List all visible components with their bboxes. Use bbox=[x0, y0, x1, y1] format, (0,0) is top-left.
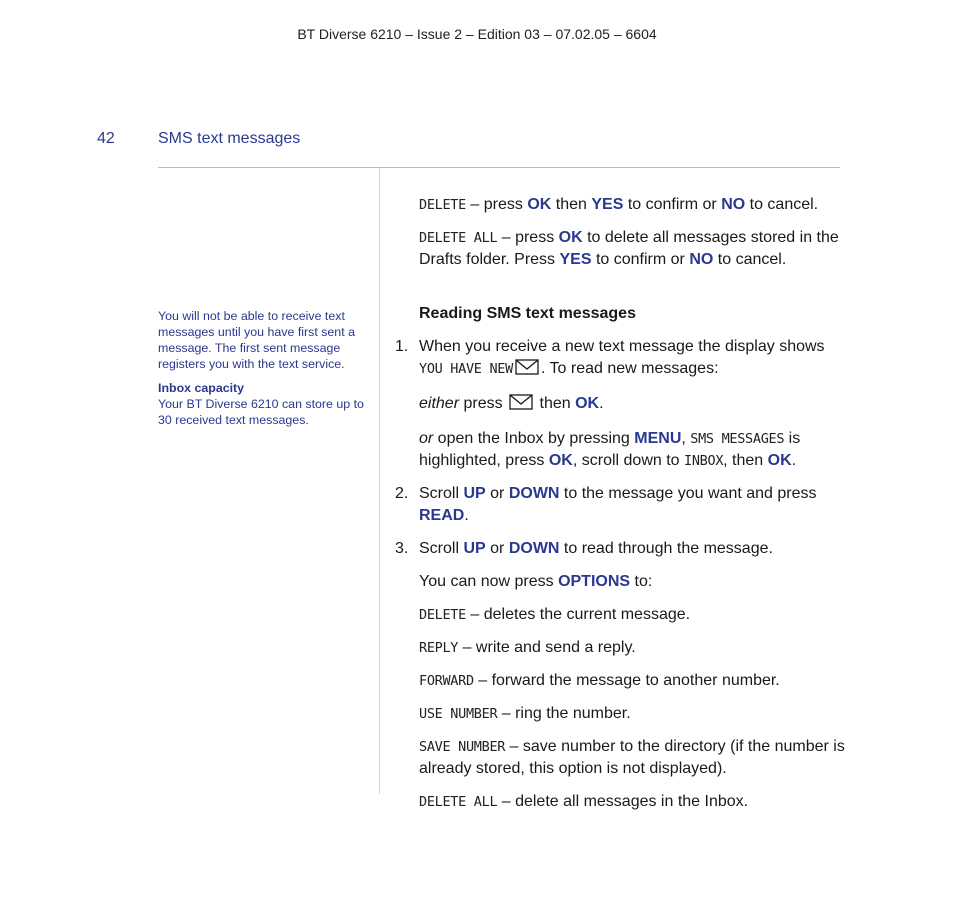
text: – press bbox=[465, 196, 528, 213]
key-label: OK bbox=[575, 395, 600, 412]
text: Scroll bbox=[419, 485, 464, 502]
text: to read through the message. bbox=[559, 540, 773, 557]
document-header: BT Diverse 6210 – Issue 2 – Edition 03 – 07.02.05 – 6604 bbox=[297, 26, 657, 42]
key-label: OK bbox=[548, 452, 573, 469]
text: , then bbox=[723, 452, 768, 469]
options-intro bbox=[419, 571, 849, 593]
text: – write and send a reply. bbox=[458, 639, 636, 656]
envelope-icon bbox=[515, 359, 539, 382]
text: . To read new messages: bbox=[540, 360, 719, 377]
option-save-number bbox=[419, 736, 849, 780]
step-1 bbox=[395, 336, 849, 382]
lcd-text: SAVE NUMBER bbox=[419, 739, 506, 755]
key-label: OK bbox=[558, 229, 583, 246]
text: , bbox=[681, 430, 691, 447]
text: – forward the message to another number. bbox=[473, 672, 780, 689]
text: , scroll down to bbox=[572, 452, 685, 469]
key-label: YES bbox=[559, 251, 592, 268]
key-label: DOWN bbox=[508, 540, 560, 557]
lcd-text: DELETE bbox=[419, 607, 466, 623]
text: – delete all messages in the Inbox. bbox=[497, 793, 749, 810]
sidebar-inbox-text: Your BT Diverse 6210 can store up to 30 received text messages. bbox=[158, 397, 364, 427]
step-number: 1. bbox=[395, 338, 409, 355]
key-label: MENU bbox=[634, 430, 682, 447]
text: to the message you want and press bbox=[559, 485, 817, 502]
text: – save number to the directory (if the number is already stored, this option is not displayed). bbox=[419, 738, 845, 777]
key-label: NO bbox=[689, 251, 714, 268]
text: Scroll bbox=[419, 540, 464, 557]
sidebar-note: You will not be able to receive text messages until you have first sent a message. The first sent message registers you with the text service. bbox=[158, 309, 355, 371]
step-2 bbox=[395, 483, 849, 527]
text: . bbox=[791, 452, 797, 469]
text: – deletes the current message. bbox=[465, 606, 691, 623]
lcd-text: REPLY bbox=[419, 640, 459, 656]
text: to: bbox=[630, 573, 653, 590]
lcd-text: YOU HAVE NEW bbox=[419, 361, 513, 377]
lcd-text: USE NUMBER bbox=[419, 706, 498, 722]
sidebar-heading-inbox-capacity: Inbox capacity bbox=[158, 381, 245, 395]
key-label: UP bbox=[463, 485, 486, 502]
text: to cancel. bbox=[713, 251, 787, 268]
column-divider bbox=[379, 168, 380, 794]
lcd-text: SMS MESSAGES bbox=[690, 431, 785, 447]
text: . bbox=[599, 395, 604, 412]
option-use-number bbox=[419, 703, 849, 725]
key-label: READ bbox=[419, 507, 465, 524]
sidebar-notes bbox=[158, 308, 366, 436]
step-1-either bbox=[419, 393, 849, 417]
lcd-text: DELETE bbox=[419, 197, 466, 213]
lcd-text: INBOX bbox=[684, 453, 724, 469]
step-number: 2. bbox=[395, 485, 409, 502]
text: or bbox=[485, 485, 509, 502]
lcd-text: DELETE ALL bbox=[419, 230, 498, 246]
text: then bbox=[551, 196, 592, 213]
text: to confirm or bbox=[623, 196, 722, 213]
emphasis: or bbox=[419, 430, 434, 447]
text: press bbox=[459, 395, 508, 412]
key-label: DOWN bbox=[508, 485, 560, 502]
key-label: OPTIONS bbox=[558, 573, 631, 590]
section-title: SMS text messages bbox=[158, 130, 301, 147]
step-number: 3. bbox=[395, 540, 409, 557]
text: is highlighted, press bbox=[419, 430, 801, 469]
step-3 bbox=[395, 538, 849, 560]
key-label: OK bbox=[767, 452, 792, 469]
lcd-text: FORWARD bbox=[419, 673, 474, 689]
main-content bbox=[395, 194, 849, 824]
text: to confirm or bbox=[591, 251, 690, 268]
option-forward bbox=[419, 670, 849, 692]
key-label: YES bbox=[591, 196, 624, 213]
text: to cancel. bbox=[745, 196, 819, 213]
key-label: OK bbox=[527, 196, 552, 213]
delete-instruction bbox=[419, 194, 849, 216]
envelope-icon bbox=[509, 394, 533, 417]
text: – ring the number. bbox=[497, 705, 631, 722]
text: . bbox=[464, 507, 469, 524]
text: to delete all messages stored in the Drafts folder. Press bbox=[419, 229, 839, 268]
key-label: UP bbox=[463, 540, 486, 557]
emphasis: either bbox=[419, 395, 460, 412]
delete-all-instruction bbox=[419, 227, 849, 271]
step-1-or bbox=[419, 428, 849, 472]
key-label: NO bbox=[721, 196, 746, 213]
text: – press bbox=[497, 229, 559, 246]
page-number: 42 bbox=[97, 130, 115, 147]
text: open the Inbox by pressing bbox=[433, 430, 635, 447]
option-delete bbox=[419, 604, 849, 626]
section-heading: Reading SMS text messages bbox=[419, 305, 636, 322]
lcd-text: DELETE ALL bbox=[419, 794, 498, 810]
text: When you receive a new text message the display shows bbox=[419, 338, 825, 355]
option-reply bbox=[419, 637, 849, 659]
option-delete-all bbox=[419, 791, 849, 813]
text: or bbox=[485, 540, 509, 557]
text: then bbox=[535, 395, 576, 412]
top-divider bbox=[158, 167, 840, 168]
text: You can now press bbox=[419, 573, 559, 590]
